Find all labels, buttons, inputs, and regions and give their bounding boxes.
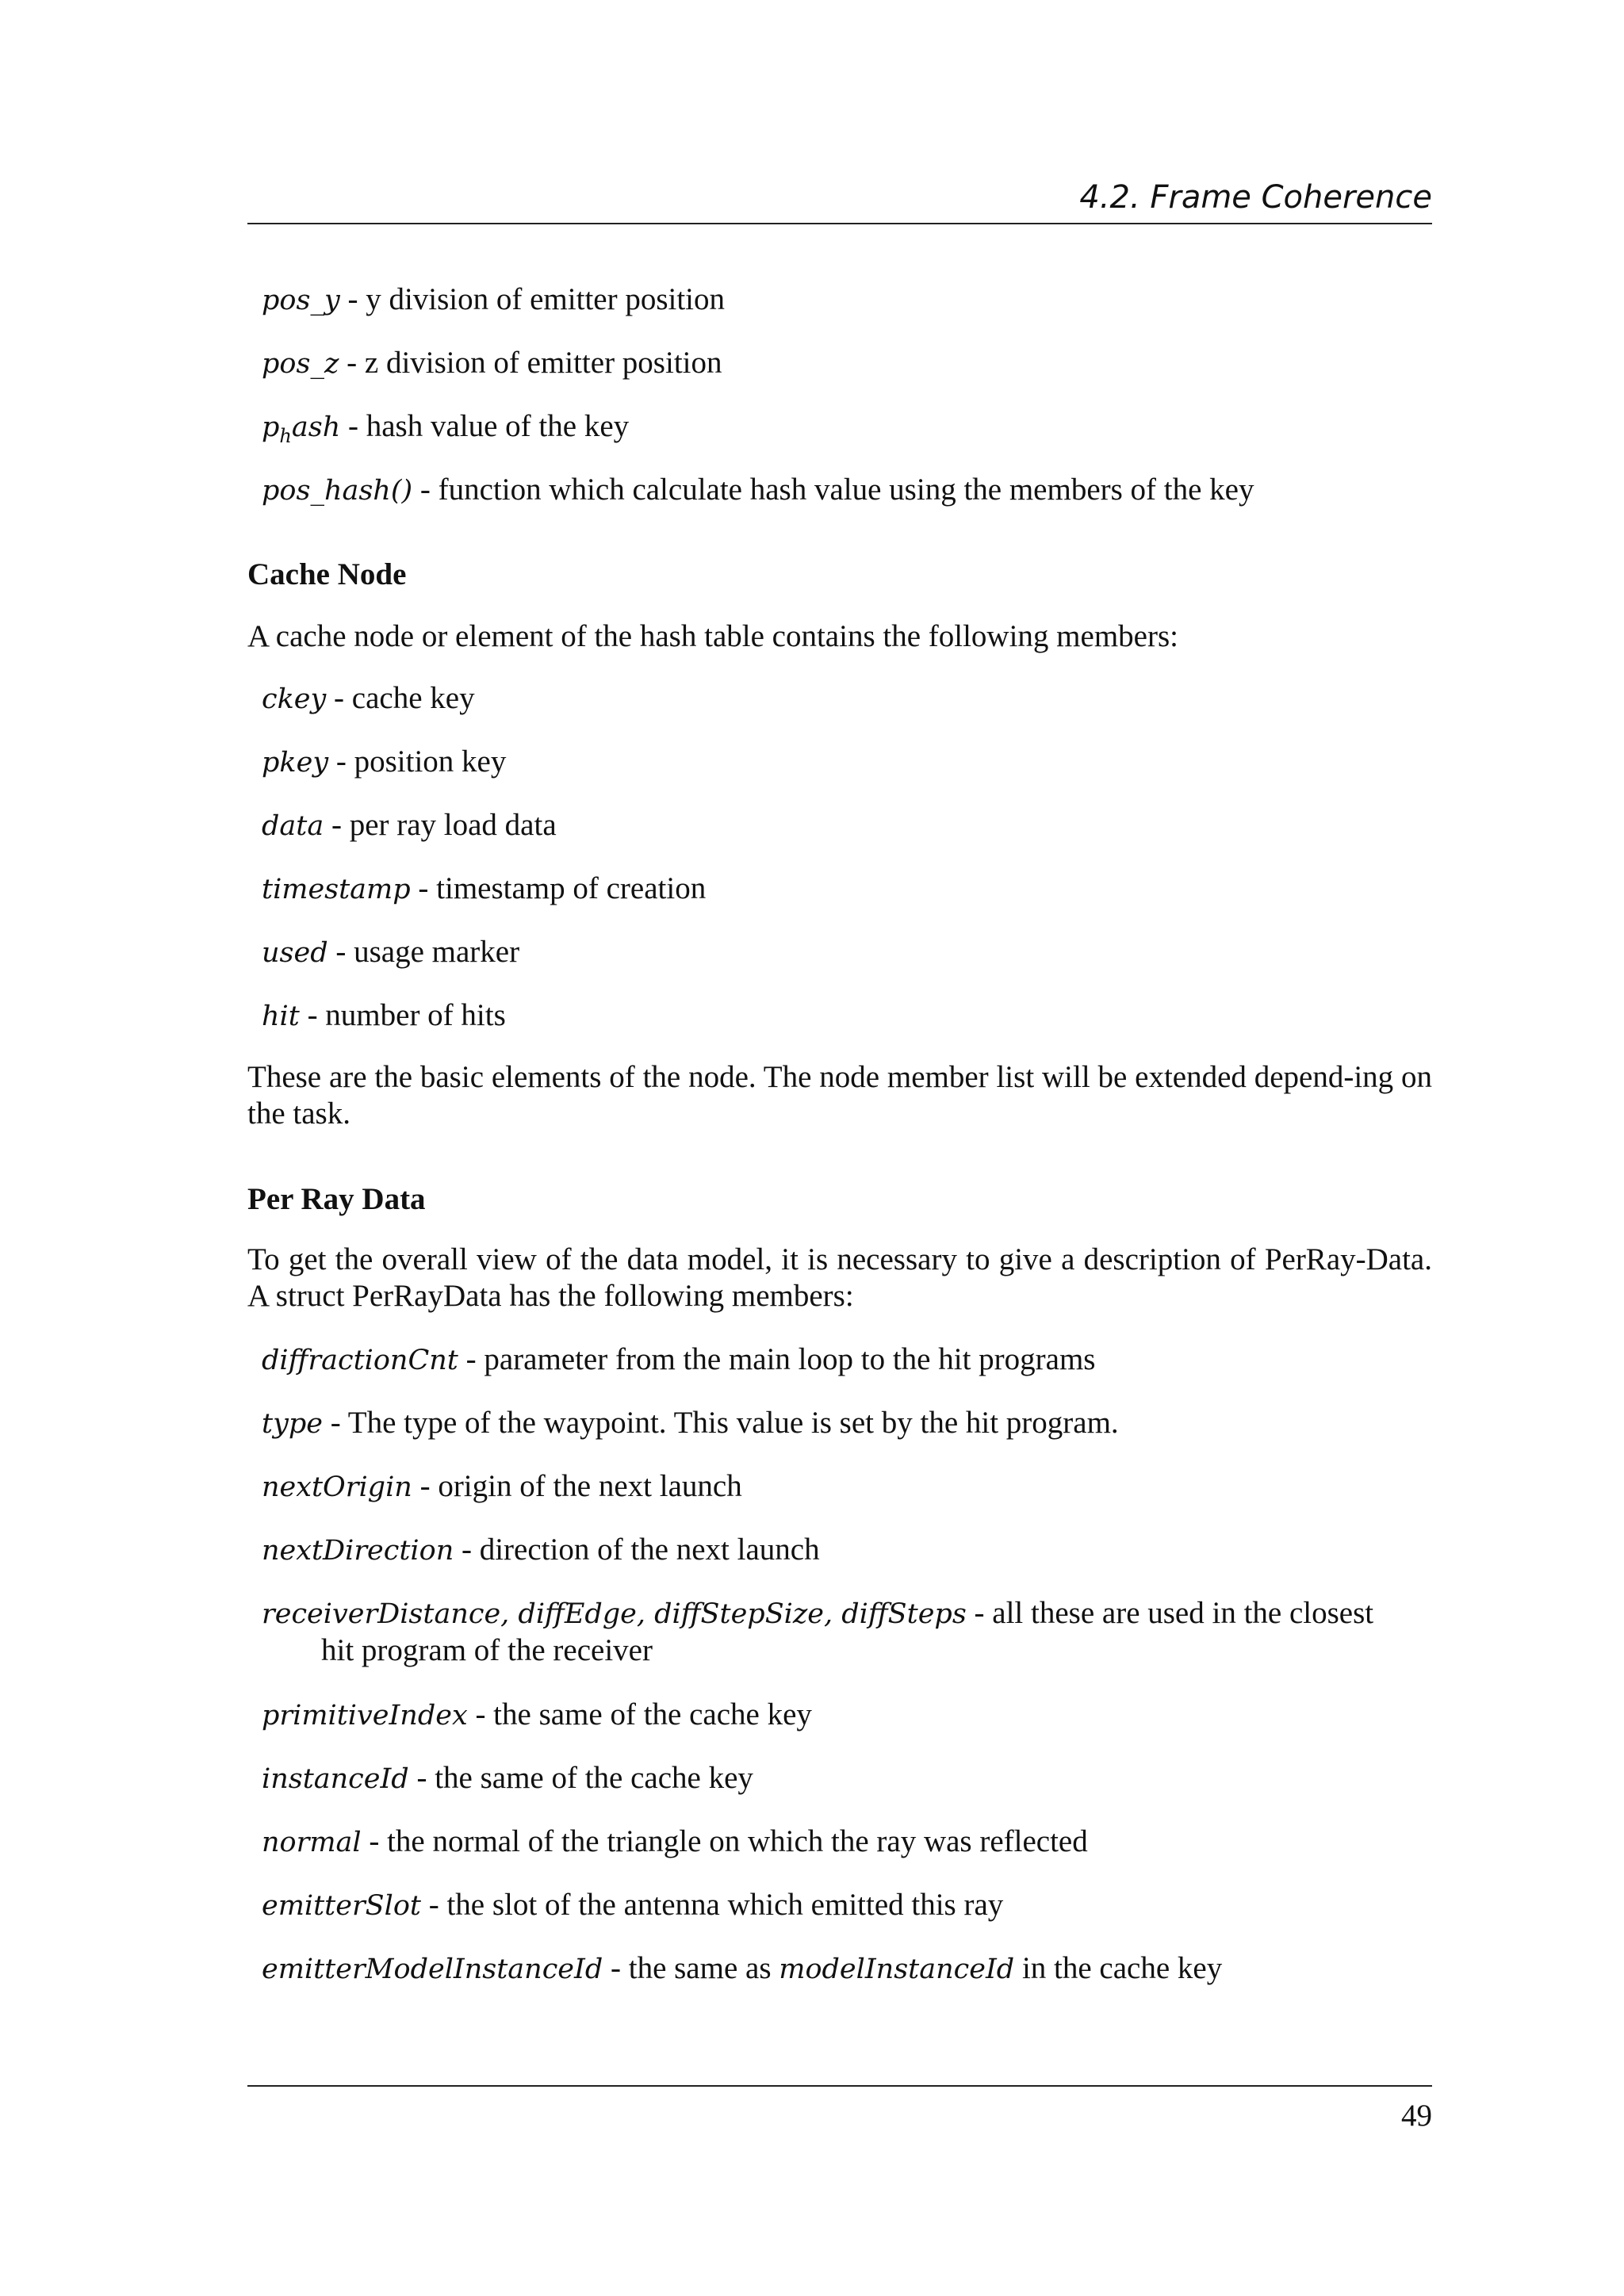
member-desc: - function which calculate hash value using the members of the key xyxy=(412,473,1254,507)
member-term: receiverDistance, diffEdge, diffStepSize, diffSteps xyxy=(262,1598,967,1630)
member-desc: - cache key xyxy=(326,681,475,715)
member-term: pos_y xyxy=(262,285,340,316)
per-ray-member xyxy=(262,1697,1432,1734)
section-heading-per-ray-data: Per Ray Data xyxy=(247,1182,426,1216)
member-term: used xyxy=(262,937,328,969)
page-number: 49 xyxy=(1401,2099,1432,2133)
per-ray-member xyxy=(262,1760,1432,1797)
member-desc-continuation: hit program of the receiver xyxy=(321,1633,653,1667)
key-member-pos-hash xyxy=(262,472,1432,509)
member-term: emitterModelInstanceId xyxy=(262,1954,603,1985)
member-desc: - the same as xyxy=(603,1951,779,1985)
running-header: 4.2. Frame Coherence xyxy=(1079,179,1432,216)
member-term: primitiveIndex xyxy=(262,1700,468,1732)
member-desc: - timestamp of creation xyxy=(410,871,707,905)
member-term: $p_hash$ xyxy=(262,411,341,447)
member-desc: - y division of emitter position xyxy=(339,282,726,316)
member-desc: - hash value of the key xyxy=(340,409,630,443)
cache-node-member xyxy=(262,807,1432,844)
member-term: nextOrigin xyxy=(262,1471,412,1503)
member-desc: - origin of the next launch xyxy=(412,1469,742,1503)
member-desc: - all these are used in the closest xyxy=(966,1596,1374,1630)
member-term: ckey xyxy=(262,683,327,715)
key-member-pos-y xyxy=(262,281,1432,319)
member-desc: - z division of emitter position xyxy=(339,346,722,380)
member-desc-tail: in the cache key xyxy=(1014,1951,1223,1985)
member-desc: - the same of the cache key xyxy=(467,1697,812,1732)
cache-node-member xyxy=(262,934,1432,971)
per-ray-member xyxy=(262,1823,1432,1861)
member-term: nextDirection xyxy=(262,1535,454,1567)
member-term-inline: modelInstanceId xyxy=(779,1954,1015,1985)
member-term: emitterSlot xyxy=(262,1890,421,1922)
member-term: data xyxy=(262,810,324,842)
member-desc: - usage marker xyxy=(327,935,520,969)
per-ray-member xyxy=(262,1341,1432,1379)
member-desc: - number of hits xyxy=(299,998,506,1032)
member-desc: - the normal of the triangle on which the ray was reflected xyxy=(361,1824,1088,1858)
per-ray-member xyxy=(262,1887,1432,1924)
cache-node-closing: These are the basic elements of the node. The node member list will be extended depend-ing on the task. xyxy=(247,1060,1432,1131)
document-page xyxy=(247,0,1432,2296)
footer-rule xyxy=(247,2085,1432,2087)
member-term: normal xyxy=(262,1827,362,1858)
member-desc: - the same of the cache key xyxy=(408,1761,753,1795)
member-term: type xyxy=(262,1408,323,1440)
member-desc: - parameter from the main loop to the hit programs xyxy=(458,1342,1096,1376)
member-desc: - per ray load data xyxy=(324,808,557,842)
key-member-pos-z xyxy=(262,345,1432,382)
section-heading-cache-node: Cache Node xyxy=(247,557,407,591)
cache-node-member xyxy=(262,680,1432,718)
member-term: pos_hash() xyxy=(262,475,413,507)
header-rule xyxy=(247,223,1432,224)
key-member-phash xyxy=(262,408,1432,454)
member-desc: - position key xyxy=(328,744,507,779)
member-term: hit xyxy=(262,1001,300,1032)
cache-node-intro: A cache node or element of the hash table contains the following members: xyxy=(247,619,1178,653)
per-ray-member xyxy=(262,1950,1432,1988)
member-term: diffractionCnt xyxy=(262,1345,458,1376)
cache-node-member xyxy=(262,744,1432,781)
member-term: instanceId xyxy=(262,1763,409,1795)
member-desc: - direction of the next launch xyxy=(454,1533,820,1567)
member-term: pos_z xyxy=(262,348,339,380)
member-term: pkey xyxy=(262,747,329,779)
per-ray-data-intro: To get the overall view of the data model, it is necessary to give a description of PerRay-Data. A struct PerRayData has the following members: xyxy=(247,1242,1432,1313)
cache-node-member xyxy=(262,871,1432,908)
per-ray-member xyxy=(262,1532,1432,1569)
member-term: timestamp xyxy=(262,874,411,905)
per-ray-member xyxy=(262,1405,1432,1442)
member-desc: - The type of the waypoint. This value is set by the hit program. xyxy=(322,1406,1119,1440)
per-ray-member xyxy=(262,1468,1432,1506)
member-desc: - the slot of the antenna which emitted this ray xyxy=(420,1888,1004,1922)
per-ray-member xyxy=(262,1595,1432,1669)
cache-node-member xyxy=(262,997,1432,1035)
